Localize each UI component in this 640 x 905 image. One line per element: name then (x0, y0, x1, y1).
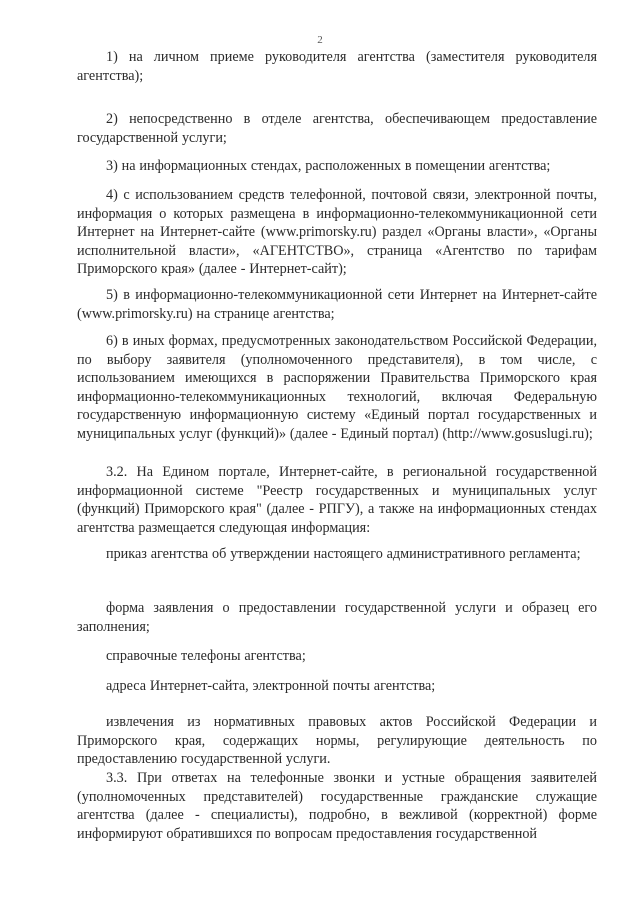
paragraph-other-forms: 6) в иных формах, предусмотренных законодательством Российской Федерации, по выбору заявителя (уполномоченного представителя), в том числе, с использованием имеющихся в распоряжении Правительства Приморского края информационно-телекоммуникационных технологий, включая Федеральную государственную информационную систему «Единый портал государственных и муниципальных услуг (функций)» (далее - Единый портал) (http://www.gosuslugi.ru); (77, 333, 597, 442)
list-item-phones: справочные телефоны агентства; (106, 648, 306, 664)
list-item-order: приказ агентства об утверждении настоящего административного регламента; (106, 546, 581, 562)
page-number: 2 (317, 34, 323, 46)
paragraph-section-3-3: 3.3. При ответах на телефонные звонки и устные обращения заявителей (уполномоченных представителей) государственные гражданские служащие агентства (далее - специалисты), подробно, в вежливой (корректной) форме информируют обратившихся по вопросам предоставления государственной (77, 770, 597, 842)
paragraph-personal-reception: 1) на личном приеме руководителя агентства (заместителя руководителя агентства); (77, 49, 597, 84)
paragraph-section-3-2: 3.2. На Едином портале, Интернет-сайте, в региональной государственной информационной системе "Реестр государственных и муниципальных услуг (функций) Приморского края" (далее - РПГУ), а также на информационных стендах агентства размещается следующая информация: (77, 464, 597, 536)
paragraph-internet-site: 5) в информационно-телекоммуникационной сети Интернет на Интернет-сайте (www.primorsky.ru) на странице агентства; (77, 287, 597, 322)
paragraph-information-stands: 3) на информационных стендах, расположенных в помещении агентства; (106, 158, 551, 174)
list-item-application-form: форма заявления о предоставлении государственной услуги и образец его заполнения; (77, 600, 597, 635)
list-item-addresses: адреса Интернет-сайта, электронной почты агентства; (106, 678, 436, 694)
paragraph-phone-mail-email: 4) с использованием средств телефонной, почтовой связи, электронной почты, информация о которых размещена в информационно-телекоммуникационной сети Интернет на Интернет-сайте (www.primorsky.ru) раздел «Органы власти», «Органы исполнительной власти», «АГЕНТСТВО», страница «Агентство по тарифам Приморского края» (далее - Интернет-сайт); (77, 187, 597, 278)
list-item-legal-extracts: извлечения из нормативных правовых актов Российской Федерации и Приморского края, содержащих нормы, регулирующие деятельность по предоставлению государственной услуги. (77, 714, 597, 768)
paragraph-department: 2) непосредственно в отделе агентства, обеспечивающем предоставление государственной услуги; (77, 111, 597, 146)
